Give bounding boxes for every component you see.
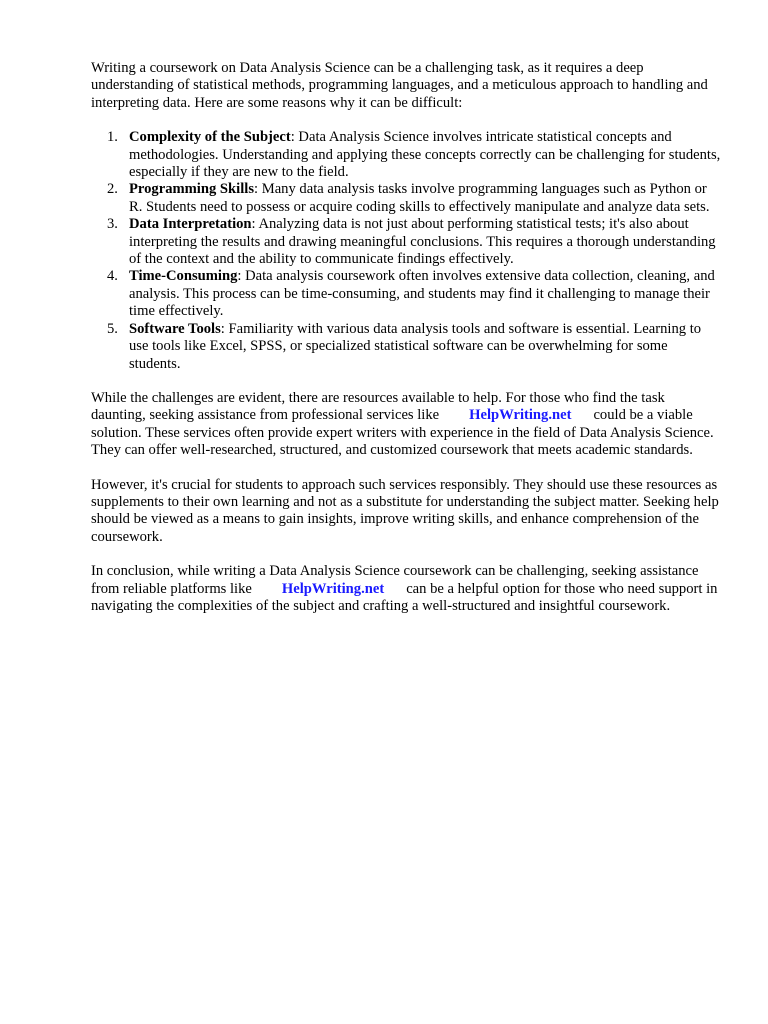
list-item-term: Time-Consuming: [129, 268, 238, 285]
list-item-term: Programming Skills: [129, 181, 255, 198]
list-item-term: Complexity of the Subject: [129, 129, 291, 146]
list-number: 2.: [107, 181, 118, 198]
intro-paragraph: Writing a coursework on Data Analysis Science can be a challenging task, as it requires a deep understanding of statistical methods, programming languages, and a meticulous approach to handling and interpreting data. Here are some reasons why it can be difficult:: [91, 60, 708, 111]
list-item-text: : Data analysis coursework often involves extensive data collection, cleaning, and analysis. This process can be time-consuming, and students may find it challenging to manage their time effectively.: [129, 268, 715, 320]
conclusion-paragraph: [91, 563, 721, 615]
list-number: 4.: [107, 268, 118, 285]
list-number: 5.: [107, 320, 118, 337]
list-item-text: : Many data analysis tasks involve programming languages such as Python or R. Students need to possess or acquire coding skills to effectively manipulate and analyze data sets.: [129, 181, 710, 215]
list-item-text: : Familiarity with various data analysis tools and software is essential. Learning to use tools like Excel, SPSS, or specialized statistical software can be overwhelming for some students.: [129, 320, 702, 372]
helpwriting-link[interactable]: HelpWriting.net: [469, 407, 572, 424]
list-item-term: Software Tools: [129, 320, 221, 337]
helpwriting-link[interactable]: HelpWriting.net: [281, 580, 385, 597]
list-item-term: Data Interpretation: [129, 216, 252, 233]
conclusion-text-before: In conclusion, while writing a Data Analysis Science coursework can be challenging, seeking assistance from reliable platforms like: [91, 563, 699, 597]
document-page: [91, 60, 721, 632]
responsibility-paragraph: However, it's crucial for students to approach such services responsibly. They should use these resources as supplements to their own learning and not as a substitute for understanding the subject matter. Seeking help should be viewed as a means to gain insights, improve writing skills, and enhance comprehension of the coursework.: [91, 476, 719, 545]
resources-text-after: could be a viable solution. These services often provide expert writers with experience in the field of Data Analysis Science. They can offer well-researched, structured, and customized coursework that meets academic standards.: [91, 407, 714, 459]
list-item: [91, 268, 721, 320]
list-item: [91, 181, 721, 216]
list-item: [91, 216, 721, 268]
list-number: 1.: [107, 129, 118, 146]
conclusion-text-after: can be a helpful option for those who need support in navigating the complexities of the subject and crafting a well-structured and insightful coursework.: [91, 580, 718, 614]
list-item-text: : Analyzing data is not just about performing statistical tests; it's also about interpreting the results and drawing meaningful conclusions. This requires a thorough understanding of the context and the ability to communicate findings effectively.: [129, 216, 716, 268]
reasons-list: [91, 129, 721, 373]
resources-text-before: While the challenges are evident, there are resources available to help. For those who find the task daunting, seeking assistance from professional services like: [91, 389, 665, 424]
list-item: [91, 129, 721, 181]
list-item-text: : Data Analysis Science involves intricate statistical concepts and methodologies. Understanding and applying these concepts correctly can be challenging for students, especially if they are new to the field.: [129, 129, 721, 181]
list-number: 3.: [107, 216, 118, 233]
list-item: [91, 321, 721, 373]
resources-paragraph: [91, 390, 721, 460]
